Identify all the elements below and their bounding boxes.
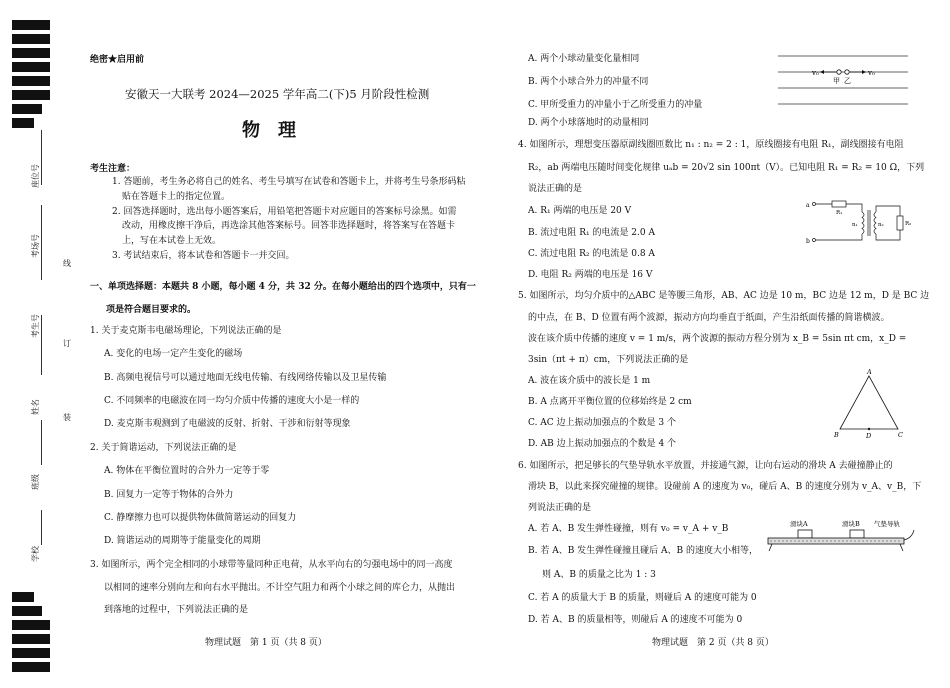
- label-rail: 气垫导轨: [874, 520, 900, 528]
- q2-option-b: B. 回复力一定等于物体的合外力: [104, 490, 234, 500]
- q1-option-b: B. 高频电视信号可以通过地面无线电传输、有线网络传输以及卫星传输: [104, 373, 387, 383]
- seal-char-line: 线: [63, 259, 71, 268]
- label-yi: 乙: [844, 77, 851, 85]
- q6-option-c: C. 若 A 的质量大于 B 的质量，则碰后 A 的速度可能为 0: [528, 593, 757, 603]
- q6-option-b-cont: 则 A、B 的质量之比为 1 : 3: [542, 570, 656, 580]
- binding-label-class: 班级: [31, 474, 40, 490]
- seal-char-staple: 装: [63, 413, 71, 422]
- binding-label-school: 学校: [31, 546, 40, 562]
- q1-stem: 1. 关于麦克斯韦电磁场理论，下列说法正确的是: [90, 326, 282, 336]
- q3-option-d: D. 两个小球落地时的动量相同: [528, 118, 649, 128]
- q3-figure: [778, 48, 908, 108]
- section-heading: 一、单项选择题：本题共 8 小题，每小题 4 分，共 32 分。在每小题给出的四个选项中，只有一: [90, 282, 476, 292]
- q5-option-c: C. AC 边上振动加强点的个数是 3 个: [528, 418, 676, 428]
- arrowhead: [820, 70, 824, 74]
- binding-line: [41, 510, 42, 545]
- vertex-b: B: [834, 431, 839, 439]
- q4-figure: [806, 200, 912, 246]
- q5-figure: [834, 368, 903, 446]
- notice-line: 3. 考试结束后，将本试卷和答题卡一并交回。: [112, 251, 295, 261]
- label-n2: n₂: [878, 222, 884, 228]
- slider-b: [850, 530, 864, 538]
- vertex-c: C: [898, 431, 903, 439]
- page1-footer: 物理试题 第 1 页（共 8 页）: [205, 638, 327, 648]
- q6-stem-line1: 6. 如图所示，把足够长的气垫导轨水平放置，并接通气源，让向右运动的滑块 A 去碰撞静止的: [518, 461, 893, 471]
- q6-stem-line2: 滑块 B，以此来探究碰撞的规律。设碰前 A 的速度为 v₀，碰后 A、B 的速度分别为 v_A、v_B，下: [528, 482, 922, 492]
- notice-line: 改动，用橡皮擦干净后，再选涂其他答案标号。回答非选择题时，将答案写在答题卡: [122, 221, 456, 231]
- notice-line: 1. 答题前，考生务必将自己的姓名、考生号填写在试卷和答题卡上，并将考生号条形码粘: [112, 177, 466, 187]
- q4-stem-line1: 4. 如图所示，理想变压器原副线圈匝数比 n₁ : n₂ = 2 : 1，原线圈接有电阻 R₁，副线圈接有电阻: [518, 140, 904, 150]
- label-b: b: [806, 238, 810, 245]
- q5-stem-line1: 5. 如图所示，均匀介质中的△ABC 是等腰三角形，AB、AC 边是 10 m，BC 边是 12 m，D 是 BC 边: [518, 291, 930, 301]
- label-slider-a: 滑块A: [790, 520, 808, 528]
- q3-stem-line2: 以相同的速率分别向左和向右水平抛出。不计空气阻力和两个小球之间的库仑力，从抛出: [104, 583, 456, 593]
- q2-option-a: A. 物体在平衡位置时的合外力一定等于零: [104, 466, 270, 476]
- q2-stem: 2. 关于简谐运动，下列说法正确的是: [90, 443, 237, 453]
- resistor-r1: [832, 201, 846, 207]
- arrowhead: [862, 70, 866, 74]
- q6-option-d: D. 若 A、B 的质量相等，则碰后 A 的速度不可能为 0: [528, 615, 743, 625]
- q3-option-c: C. 甲所受重力的冲量小于乙所受重力的冲量: [528, 100, 703, 110]
- label-n1: n₁: [852, 222, 858, 228]
- q5-option-d: D. AB 边上振动加强点的个数是 4 个: [528, 439, 677, 449]
- q1-option-c: C. 不同频率的电磁波在同一均匀介质中传播的速度大小是一样的: [104, 396, 360, 406]
- q5-stem-line3: 波在该介质中传播的速度 v = 1 m/s，两个波源的振动方程分别为 x_B = 5sin πt cm，x_D =: [528, 334, 907, 344]
- vertex-a: A: [867, 368, 872, 376]
- q2-option-d: D. 简谐运动的周期等于能量变化的周期: [104, 536, 261, 546]
- point-d-label: D: [866, 432, 872, 440]
- binding-line: [41, 130, 42, 185]
- notice-title: 考生注意：: [90, 164, 136, 174]
- binding-label-seat: 座位号: [31, 164, 40, 188]
- label-slider-b: 滑块B: [842, 520, 860, 528]
- triangle-abc: [840, 376, 898, 429]
- q6-figure: [764, 518, 914, 554]
- q6-option-b: B. 若 A、B 发生弹性碰撞且碰后 A、B 的速度大小相等，: [528, 546, 759, 556]
- track-legs: [769, 544, 903, 551]
- secondary-coil: [874, 212, 876, 234]
- label-v0-right: v₀: [868, 69, 875, 77]
- binding-label-room: 考场号: [31, 234, 40, 258]
- q4-option-a: A. R₁ 两端的电压是 20 V: [528, 206, 632, 216]
- terminal-b: [813, 239, 816, 242]
- q5-stem-line4: 3sin（πt + π）cm，下列说法正确的是: [528, 355, 689, 365]
- q6-option-a: A. 若 A、B 发生弹性碰撞，则有 v₀ = v_A + v_B: [528, 524, 729, 534]
- q3-option-b: B. 两个小球合外力的冲量不同: [528, 77, 649, 87]
- label-a: a: [806, 202, 810, 209]
- binding-line: [41, 205, 42, 280]
- q3-stem-line1: 3. 如图所示，两个完全相同的小球带等量同种正电荷，从水平向右的匀强电场中的同一高度: [90, 560, 453, 570]
- section-heading-cont: 项是符合题目要求的。: [106, 305, 197, 315]
- q3-option-a: A. 两个小球动量变化量相同: [528, 54, 640, 64]
- q4-stem-line3: 说法正确的是: [528, 184, 583, 194]
- air-hose: [904, 530, 914, 540]
- q5-option-b: B. A 点离开平衡位置的位移始终是 2 cm: [528, 397, 692, 407]
- q4-stem-line2: R₂，ab 两端电压随时间变化规律 uₐb = 20√2 sin 100πt（V）。已知电阻 R₁ = R₂ = 10 Ω，下列: [528, 163, 925, 173]
- q5-option-a: A. 波在该介质中的波长是 1 m: [528, 376, 651, 386]
- ball-yi: [845, 70, 849, 74]
- binding-label-id: 考生号: [31, 314, 40, 338]
- label-jia: 甲: [833, 77, 840, 85]
- q6-stem-line3: 列说法正确的是: [528, 503, 592, 513]
- page2-footer: 物理试题 第 2 页（共 8 页）: [652, 638, 774, 648]
- q4-option-b: B. 流过电阻 R₁ 的电流是 2.0 A: [528, 228, 655, 238]
- binding-line: [41, 315, 42, 375]
- primary-coil: [862, 212, 864, 234]
- q1-option-d: D. 麦克斯韦观测到了电磁波的反射、折射、干涉和衍射等现象: [104, 419, 351, 429]
- terminal-a: [813, 203, 816, 206]
- q4-option-d: D. 电阻 R₂ 两端的电压是 16 V: [528, 270, 653, 280]
- label-r1: R₁: [836, 210, 843, 216]
- resistor-r2: [897, 216, 903, 230]
- q1-option-a: A. 变化的电场一定产生变化的磁场: [104, 349, 243, 359]
- exam-title: 安徽天一大联考 2024—2025 学年高二(下)5 月阶段性检测: [125, 87, 430, 101]
- notice-line: 贴在答题卡上的指定位置。: [122, 192, 231, 202]
- q2-option-c: C. 静摩擦力也可以提供物体做简谐运动的回复力: [104, 513, 297, 523]
- subject-title: 物 理: [242, 120, 296, 141]
- ball-jia: [837, 70, 841, 74]
- notice-line: 上，写在本试卷上无效。: [122, 236, 222, 246]
- binding-line: [41, 420, 42, 465]
- secret-mark: 绝密★启用前: [90, 55, 145, 65]
- label-r2: R₂: [905, 221, 912, 227]
- binding-label-name: 姓名: [31, 399, 40, 415]
- q3-stem-line3: 到落地的过程中，下列说法正确的是: [104, 605, 249, 615]
- point-d: [868, 428, 870, 430]
- seal-char-bind: 订: [63, 339, 71, 348]
- notice-line: 2. 回答选择题时，选出每小题答案后，用铅笔把答题卡对应题目的答案标号涂黑。如需: [112, 207, 457, 217]
- q4-option-c: C. 流过电阻 R₂ 的电流是 0.8 A: [528, 249, 655, 259]
- slider-a: [798, 530, 812, 538]
- label-v0-left: v₀: [812, 69, 819, 77]
- q5-stem-line2: 的中点，在 B、D 位置有两个波源，振动方向均垂直于纸面，产生沿纸面传播的简谐横波。: [528, 313, 890, 323]
